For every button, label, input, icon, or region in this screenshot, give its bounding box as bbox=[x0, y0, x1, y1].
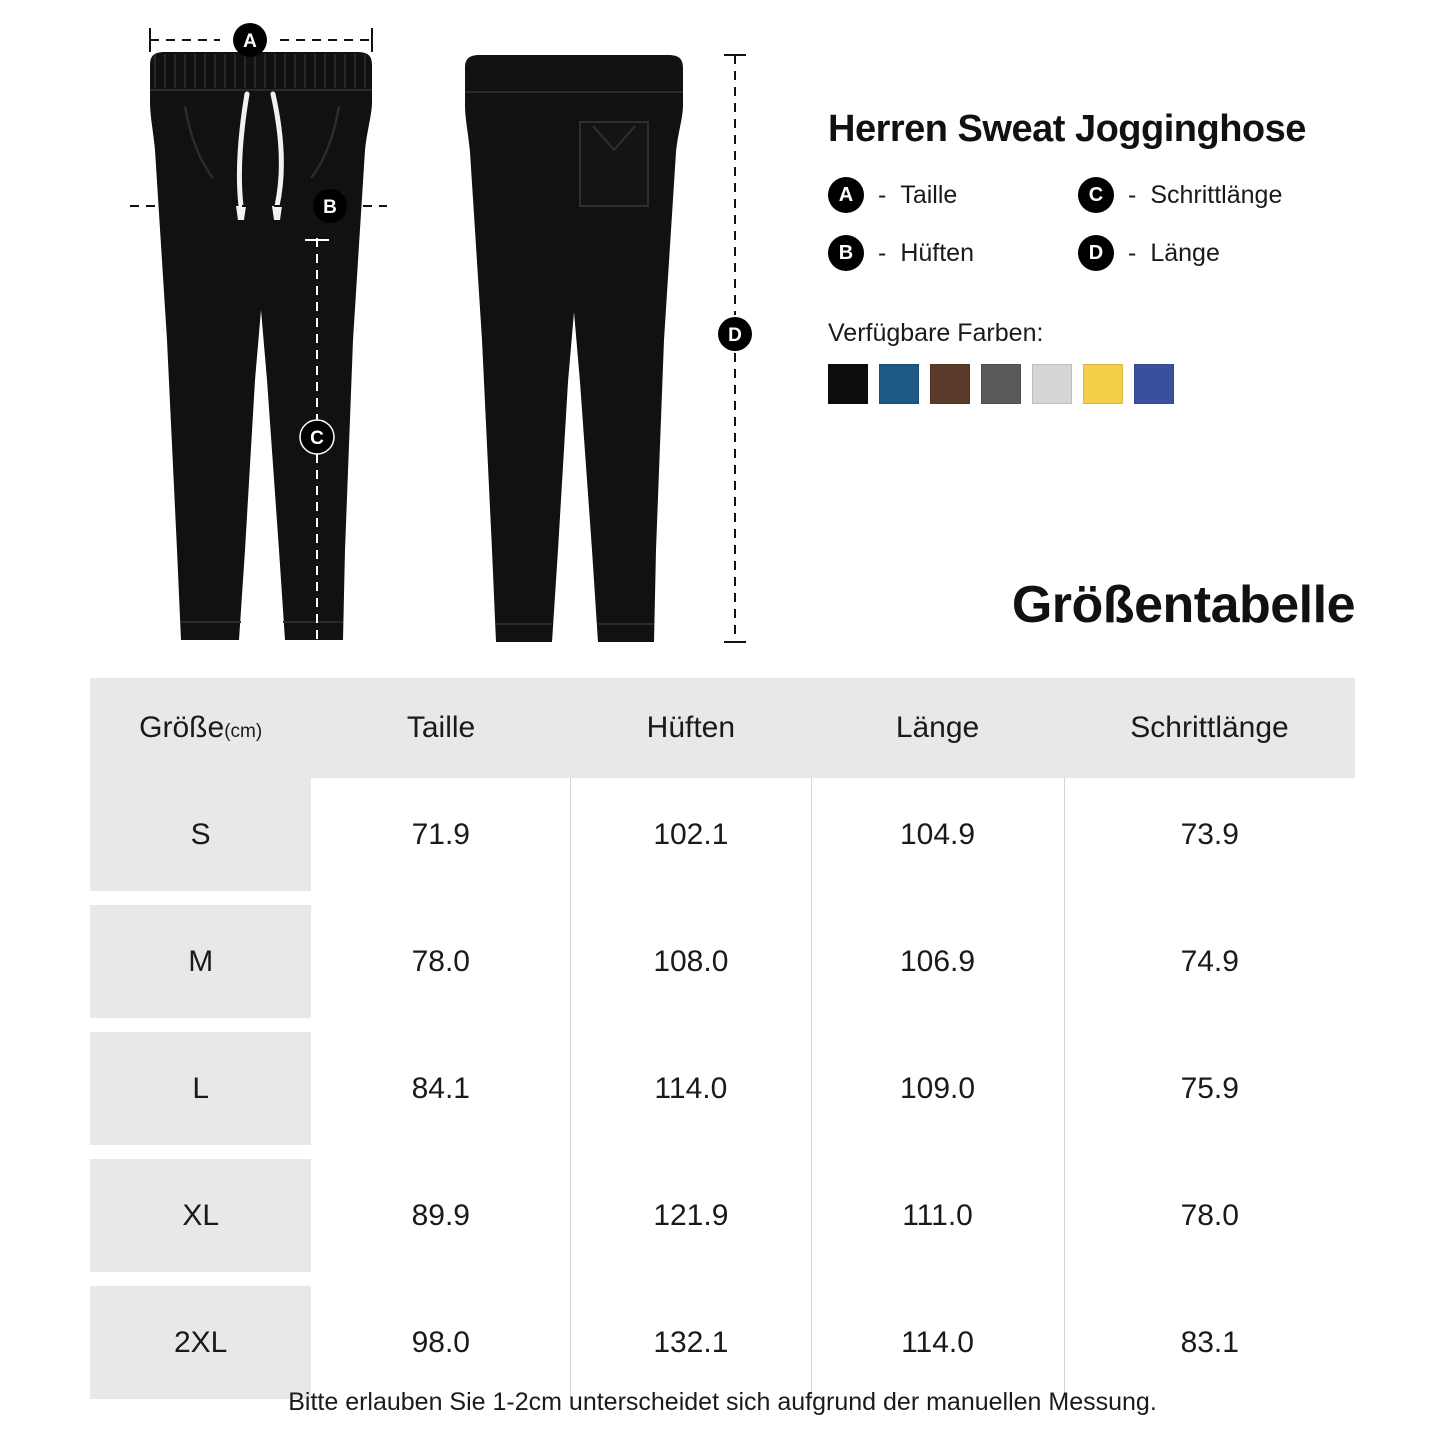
table-row-spacer bbox=[90, 1145, 1355, 1159]
legend-label-hueften: Hüften bbox=[900, 238, 974, 267]
spacer-cell bbox=[811, 1145, 1064, 1159]
spacer-cell bbox=[90, 1272, 311, 1286]
legend-label-schrittlaenge: Schrittlänge bbox=[1150, 180, 1283, 209]
legend-item-schrittlaenge bbox=[1078, 177, 1328, 213]
legend-dash: - bbox=[878, 238, 887, 267]
available-colors-label: Verfügbare Farben: bbox=[828, 319, 1044, 347]
table-row-spacer bbox=[90, 1272, 1355, 1286]
marker-b-label: B bbox=[323, 197, 337, 218]
legend-badge-d: D bbox=[1078, 235, 1114, 271]
legend-item-laenge bbox=[1078, 235, 1328, 271]
legend-badge-c: C bbox=[1078, 177, 1114, 213]
size-table bbox=[90, 678, 1355, 1399]
size-table-head bbox=[90, 678, 1355, 778]
cell-taille: 98.0 bbox=[311, 1286, 570, 1399]
marker-d-label: D bbox=[728, 325, 742, 346]
column-header-unit: (cm) bbox=[224, 721, 263, 742]
table-row bbox=[90, 778, 1355, 891]
spacer-cell bbox=[90, 891, 311, 905]
measurement-legend bbox=[828, 177, 1428, 271]
spacer-cell bbox=[311, 1145, 570, 1159]
cell-hueften: 114.0 bbox=[571, 1032, 811, 1145]
column-header-size bbox=[90, 678, 311, 778]
table-row-spacer bbox=[90, 1018, 1355, 1032]
spacer-cell bbox=[811, 1018, 1064, 1032]
cell-laenge: 109.0 bbox=[811, 1032, 1064, 1145]
cell-schrittlaenge: 75.9 bbox=[1064, 1032, 1355, 1145]
legend-item-hueften bbox=[828, 235, 1078, 271]
size-chart-heading: Größentabelle bbox=[1011, 576, 1355, 634]
spacer-cell bbox=[1064, 1145, 1355, 1159]
cell-taille: 89.9 bbox=[311, 1159, 570, 1272]
cell-hueften: 102.1 bbox=[571, 778, 811, 891]
spacer-cell bbox=[90, 1018, 311, 1032]
measure-d-line bbox=[700, 10, 770, 660]
cell-hueften: 121.9 bbox=[571, 1159, 811, 1272]
spacer-cell bbox=[311, 891, 570, 905]
cell-hueften: 132.1 bbox=[571, 1286, 811, 1399]
legend-dash: - bbox=[878, 180, 887, 209]
product-info-panel bbox=[828, 108, 1428, 404]
spacer-cell bbox=[1064, 1018, 1355, 1032]
spacer-cell bbox=[1064, 891, 1355, 905]
color-swatch[interactable] bbox=[930, 364, 970, 404]
spacer-cell bbox=[811, 1272, 1064, 1286]
column-header-size-label: Größe bbox=[139, 711, 225, 744]
table-row bbox=[90, 905, 1355, 1018]
cell-taille: 78.0 bbox=[311, 905, 570, 1018]
color-swatch[interactable] bbox=[1032, 364, 1072, 404]
table-row bbox=[90, 1159, 1355, 1272]
pants-front-illustration bbox=[95, 10, 425, 660]
legend-item-taille bbox=[828, 177, 1078, 213]
table-row bbox=[90, 1032, 1355, 1145]
column-header-laenge: Länge bbox=[811, 678, 1064, 778]
cell-laenge: 114.0 bbox=[811, 1286, 1064, 1399]
size-table-body bbox=[90, 778, 1355, 1399]
cell-schrittlaenge: 74.9 bbox=[1064, 905, 1355, 1018]
color-swatch[interactable] bbox=[879, 364, 919, 404]
color-swatch[interactable] bbox=[981, 364, 1021, 404]
legend-dash: - bbox=[1128, 180, 1137, 209]
spacer-cell bbox=[571, 1272, 811, 1286]
cell-schrittlaenge: 73.9 bbox=[1064, 778, 1355, 891]
column-header-hueften: Hüften bbox=[571, 678, 811, 778]
page-title: Herren Sweat Jogginghose bbox=[828, 108, 1306, 150]
column-header-taille: Taille bbox=[311, 678, 570, 778]
spacer-cell bbox=[90, 1145, 311, 1159]
cell-laenge: 104.9 bbox=[811, 778, 1064, 891]
pants-back-illustration bbox=[430, 10, 730, 660]
spacer-cell bbox=[311, 1272, 570, 1286]
cell-size: 2XL bbox=[90, 1286, 311, 1399]
legend-label-taille: Taille bbox=[900, 180, 958, 209]
table-header-row bbox=[90, 678, 1355, 778]
cell-size: S bbox=[90, 778, 311, 891]
marker-a-label: A bbox=[243, 31, 257, 52]
color-swatch[interactable] bbox=[1083, 364, 1123, 404]
legend-label-laenge: Länge bbox=[1150, 238, 1220, 267]
spacer-cell bbox=[811, 891, 1064, 905]
color-swatch-list bbox=[828, 364, 1428, 404]
cell-laenge: 106.9 bbox=[811, 905, 1064, 1018]
legend-badge-a: A bbox=[828, 177, 864, 213]
legend-badge-b: B bbox=[828, 235, 864, 271]
cell-schrittlaenge: 83.1 bbox=[1064, 1286, 1355, 1399]
cell-taille: 71.9 bbox=[311, 778, 570, 891]
cell-size: M bbox=[90, 905, 311, 1018]
cell-laenge: 111.0 bbox=[811, 1159, 1064, 1272]
spacer-cell bbox=[571, 1145, 811, 1159]
cell-schrittlaenge: 78.0 bbox=[1064, 1159, 1355, 1272]
cell-size: L bbox=[90, 1032, 311, 1145]
cell-size: XL bbox=[90, 1159, 311, 1272]
marker-c-label: C bbox=[310, 428, 324, 449]
table-row bbox=[90, 1286, 1355, 1399]
spacer-cell bbox=[311, 1018, 570, 1032]
column-header-schrittlaenge: Schrittlänge bbox=[1064, 678, 1355, 778]
spacer-cell bbox=[1064, 1272, 1355, 1286]
measurement-disclaimer: Bitte erlauben Sie 1-2cm unterscheidet sich aufgrund der manuellen Messung. bbox=[288, 1388, 1157, 1416]
spacer-cell bbox=[571, 891, 811, 905]
color-swatch[interactable] bbox=[1134, 364, 1174, 404]
size-table-wrapper bbox=[90, 678, 1355, 1399]
spacer-cell bbox=[571, 1018, 811, 1032]
cell-taille: 84.1 bbox=[311, 1032, 570, 1145]
color-swatch[interactable] bbox=[828, 364, 868, 404]
table-row-spacer bbox=[90, 891, 1355, 905]
cell-hueften: 108.0 bbox=[571, 905, 811, 1018]
legend-dash: - bbox=[1128, 238, 1137, 267]
